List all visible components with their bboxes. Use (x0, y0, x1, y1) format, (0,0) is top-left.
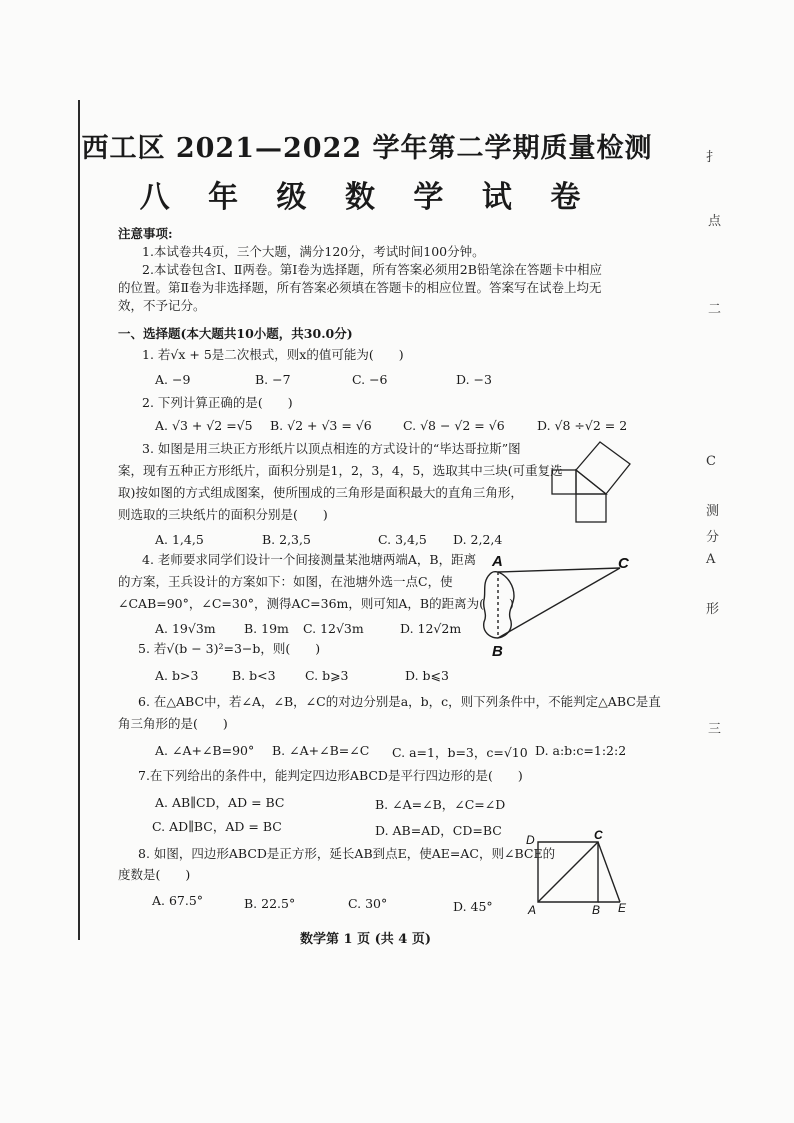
q2-option-d: D. √8 ÷√2 = 2 (537, 418, 628, 433)
section-heading: 一、选择题(本大题共10小题，共30.0分) (118, 326, 353, 341)
q2-option-a: A. √3 + √2 =√5 (155, 418, 253, 433)
q2-option-b: B. √2 + √3 = √6 (270, 418, 372, 433)
q5-option-b: B. b<3 (232, 668, 276, 683)
q8-line-1: 8. 如图，四边形ABCD是正方形，延长AB到点E，使AE=AC，则∠BCE的 (138, 846, 556, 861)
q6-line-1: 6. 在△ABC中，若∠A，∠B，∠C的对边分别是a，b，c，则下列条件中，不能判定△ABC是直 (138, 694, 661, 709)
margin-fragment-6: 分 (706, 530, 720, 545)
q6-line-2: 角三角形的是( ) (118, 716, 228, 731)
margin-fragment-8: 形 (706, 602, 720, 617)
q1-option-a: A. −9 (155, 372, 191, 387)
exam-title: 西工区 2021—2022 学年第二学期质量检测 (81, 133, 653, 164)
q3-line-2: 案，现有五种正方形纸片，面积分别是1，2，3，4，5，选取其中三块(可重复选 (118, 463, 563, 478)
label-d: D (526, 833, 535, 847)
q4-line-2: 的方案，王兵设计的方案如下：如图，在池塘外选一点C，使 (118, 574, 453, 589)
q1-option-c: C. −6 (352, 372, 388, 387)
q5-stem: 5. 若√(b − 3)²=3−b，则( ) (138, 641, 321, 656)
q5-option-d: D. b⩽3 (405, 668, 449, 683)
q7-option-a: A. AB∥CD，AD = BC (155, 795, 285, 810)
label-c: C (618, 555, 629, 572)
label-e: E (618, 901, 627, 915)
notice-item-2-line-3: 效，不予记分。 (118, 298, 206, 313)
q3-option-a: A. 1,4,5 (155, 532, 204, 547)
q2-option-c: C. √8 − √2 = √6 (403, 418, 505, 433)
q8-option-b: B. 22.5° (244, 896, 296, 911)
q8-option-a: A. 67.5° (152, 893, 204, 908)
q1-stem: 1. 若√x + 5是二次根式，则x的值可能为( ) (142, 347, 404, 362)
notice-item-1: 1.本试卷共4页，三个大题，满分120分，考试时间100分钟。 (142, 244, 485, 259)
exam-subtitle: 八 年 级 数 学 试 卷 (139, 180, 595, 215)
q8-option-c: C. 30° (348, 896, 388, 911)
q8-option-d: D. 45° (453, 899, 493, 914)
label-a: A (528, 903, 537, 917)
label-c: C (594, 828, 603, 842)
q7-option-d: D. AB=AD，CD=BC (375, 823, 502, 838)
segment-ac (498, 568, 620, 572)
right-triangle (576, 470, 606, 494)
label-b: B (592, 903, 601, 917)
segment-bc (498, 568, 620, 638)
pond-outline (484, 572, 514, 638)
q5-option-a: A. b>3 (155, 668, 199, 683)
square-abcd-figure (522, 830, 632, 920)
q3-line-4: 则选取的三块纸片的面积分别是( ) (118, 507, 328, 522)
q3-option-c: C. 3,4,5 (378, 532, 427, 547)
margin-fragment-5: 测 (706, 504, 720, 519)
small-square-bottom (576, 494, 606, 522)
margin-fragment-3: 二 (708, 302, 722, 317)
q3-option-d: D. 2,2,4 (453, 532, 503, 547)
q3-line-3: 取)按如图的方式组成图案，使所围成的三角形是面积最大的直角三角形， (118, 485, 523, 500)
q4-option-b: B. 19m (244, 621, 289, 636)
q4-option-a: A. 19√3m (155, 621, 216, 636)
q8-line-2: 度数是( ) (118, 867, 191, 882)
q6-option-b: B. ∠A+∠B=∠C (272, 743, 370, 758)
diagonal-ac (538, 842, 598, 902)
notice-item-2-line-1: 2.本试卷包含Ⅰ、Ⅱ两卷。第Ⅰ卷为选择题，所有答案必须用2B铅笔涂在答题卡中相应 (142, 262, 602, 277)
margin-fragment-4: C (706, 454, 716, 469)
segment-ce (598, 842, 620, 902)
large-square-hypotenuse (576, 442, 630, 494)
page-footer: 数学第 1 页 (共 4 页) (300, 932, 432, 947)
q4-line-1: 4. 老师要求同学们设计一个间接测量某池塘两端A，B，距离 (142, 552, 477, 567)
q3-option-b: B. 2,3,5 (262, 532, 311, 547)
q6-option-d: D. a:b:c=1:2:2 (535, 743, 627, 758)
pond-triangle-figure (480, 552, 640, 660)
q4-line-3: ∠CAB=90°，∠C=30°，测得AC=36m，则可知A，B的距离为( ) (118, 596, 514, 611)
q3-line-1: 3. 如图是用三块正方形纸片以顶点相连的方式设计的“毕达哥拉斯”图 (142, 441, 521, 456)
q1-option-b: B. −7 (255, 372, 291, 387)
margin-fragment-7: A (706, 552, 716, 567)
pythagoras-squares-figure (550, 440, 640, 525)
margin-fragment-1: 扌 (706, 150, 720, 165)
margin-fragment-9: 三 (708, 722, 722, 737)
q7-option-b: B. ∠A=∠B，∠C=∠D (375, 797, 506, 812)
q7-option-c: C. AD∥BC，AD = BC (152, 819, 282, 834)
q6-option-a: A. ∠A+∠B=90° (155, 743, 255, 758)
q1-option-d: D. −3 (456, 372, 492, 387)
q7-stem: 7.在下列给出的条件中，能判定四边形ABCD是平行四边形的是( ) (138, 768, 523, 783)
small-square-left (552, 470, 576, 494)
q5-option-c: C. b⩾3 (305, 668, 349, 683)
q2-stem: 2. 下列计算正确的是( ) (142, 395, 293, 410)
notice-item-2-line-2: 的位置。第Ⅱ卷为非选择题，所有答案必须填在答题卡的相应位置。答案写在试卷上均无 (118, 280, 602, 295)
label-a: A (492, 553, 503, 570)
notice-heading: 注意事项: (118, 226, 173, 241)
q4-option-c: C. 12√3m (303, 621, 364, 636)
label-b: B (492, 643, 503, 660)
margin-fragment-2: 点 (708, 214, 722, 229)
q4-option-d: D. 12√2m (400, 621, 462, 636)
binding-line (78, 100, 80, 940)
q6-option-c: C. a=1，b=3，c=√10 (392, 745, 528, 760)
